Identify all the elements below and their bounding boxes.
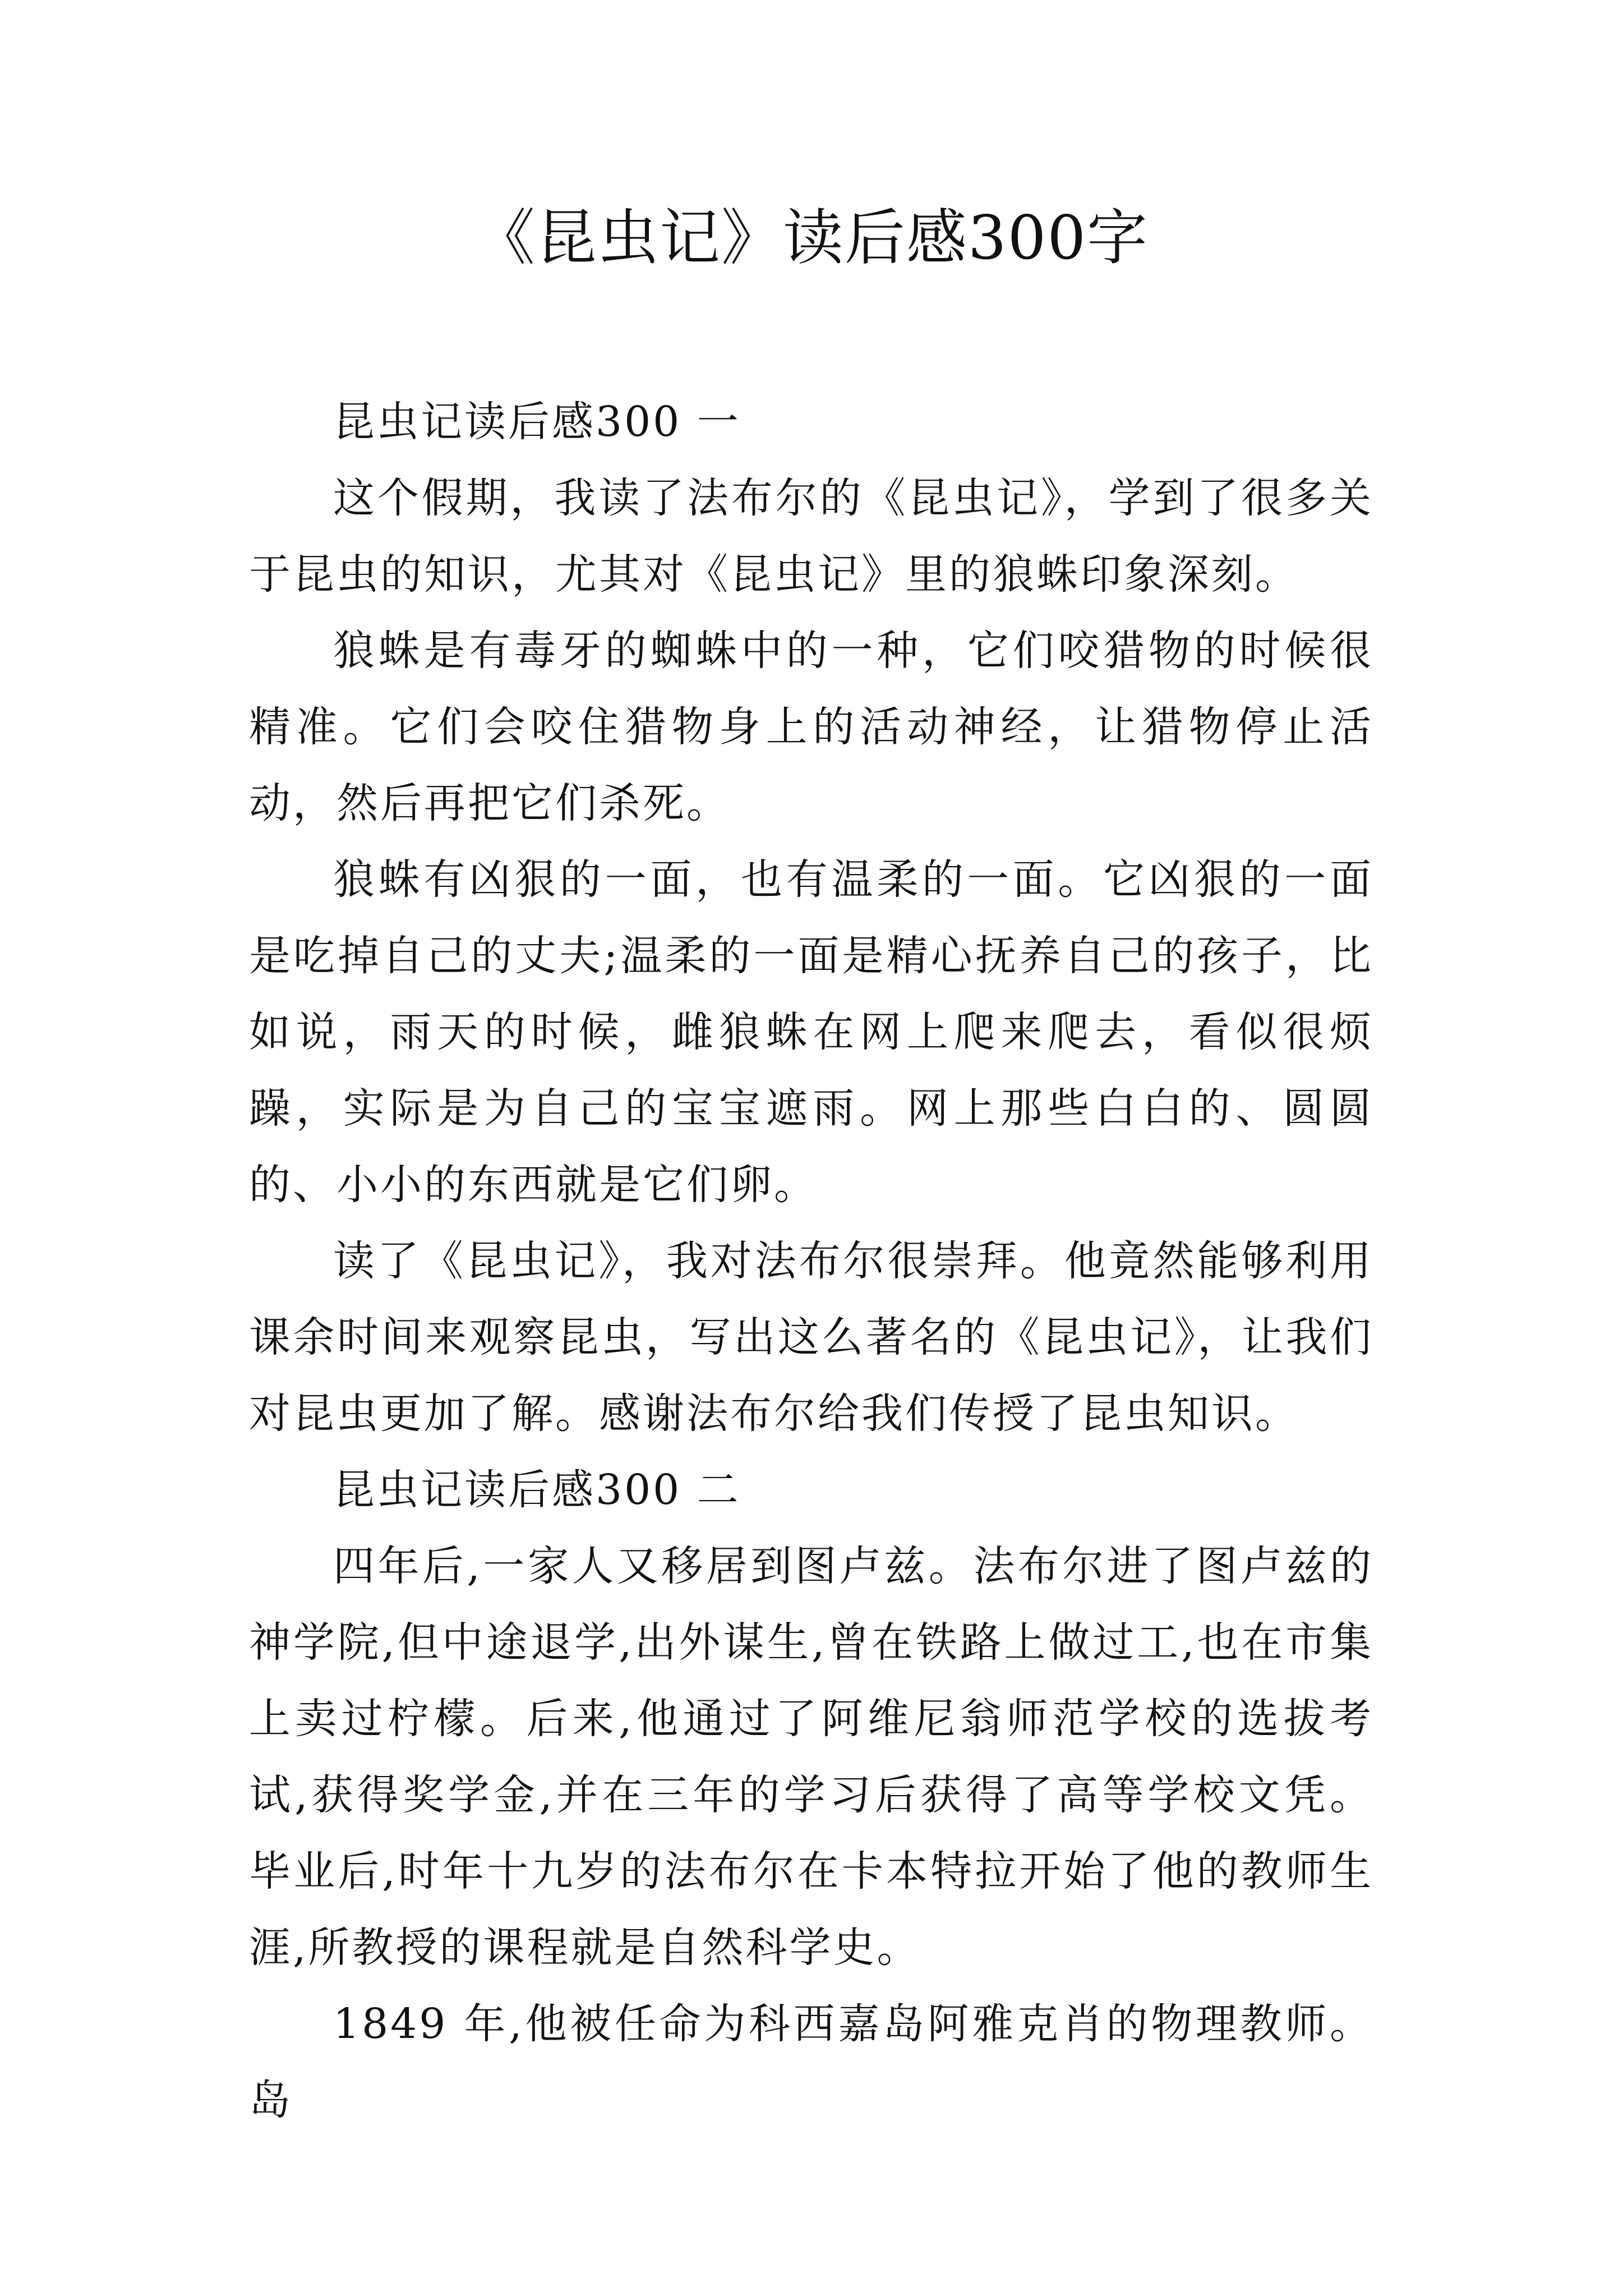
paragraph: 四年后,一家人又移居到图卢兹。法布尔进了图卢兹的神学院,但中途退学,出外谋生,曾在铁路上做过工,也在市集上卖过柠檬。后来,他通过了阿维尼翁师范学校的选拔考试,获得奖学金,并在三年的学习后获得了高等学校文凭。毕业后,时年十九岁的法布尔在卡本特拉开始了他的教师生涯,所教授的课程就是自然科学史。: [249, 1542, 1373, 1972]
document-title: 《昆虫记》读后感300字: [474, 203, 1149, 273]
section-heading-2: 昆虫记读后感300 二: [333, 1466, 741, 1514]
paragraph: 1849 年,他被任命为科西嘉岛阿雅克肖的物理教师。岛: [249, 2000, 1373, 2124]
paragraph: 这个假期，我读了法布尔的《昆虫记》，学到了很多关于昆虫的知识，尤其对《昆虫记》里的狼蛛印象深刻。: [249, 474, 1373, 599]
section-heading-1: 昆虫记读后感300 一: [333, 398, 741, 446]
document-body: [249, 384, 1373, 2138]
paragraph: 狼蛛有凶狠的一面，也有温柔的一面。它凶狠的一面是吃掉自己的丈夫;温柔的一面是精心抚养自己的孩子，比如说，雨天的时候，雌狼蛛在网上爬来爬去，看似很烦躁，实际是为自己的宝宝遮雨。网上那些白白的、圆圆的、小小的东西就是它们卵。: [249, 855, 1373, 1209]
paragraph: 读了《昆虫记》，我对法布尔很崇拜。他竟然能够利用课余时间来观察昆虫，写出这么著名的《昆虫记》，让我们对昆虫更加了解。感谢法布尔给我们传授了昆虫知识。: [249, 1237, 1373, 1438]
paragraph: 狼蛛是有毒牙的蜘蛛中的一种，它们咬猎物的时候很精准。它们会咬住猎物身上的活动神经，让猎物停止活动，然后再把它们杀死。: [249, 627, 1373, 827]
